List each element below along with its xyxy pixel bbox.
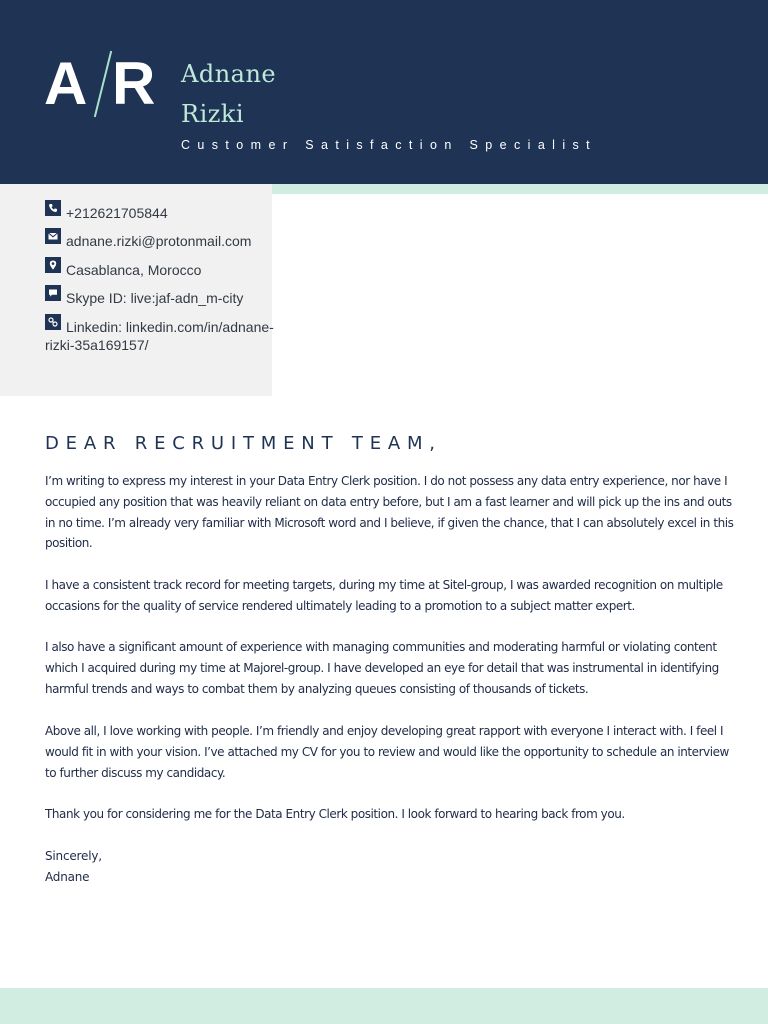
contact-location-text: Casablanca, Morocco: [66, 262, 202, 278]
map-pin-icon: [45, 257, 61, 273]
chat-bubble-icon: [45, 285, 61, 301]
signature-name: Adnane: [45, 869, 90, 884]
contact-skype: [45, 289, 275, 307]
header-accent-bar: [272, 184, 768, 194]
monogram-first-letter: A: [44, 50, 88, 117]
contact-phone: [45, 204, 275, 222]
letter-paragraph-2: I have a consistent track record for meeting targets, during my time at Sitel-group, I was awarded recognition on multiple occasions for the quality of service rendered ultimately leading to a promotion to a subject matter expert.: [45, 578, 723, 613]
contact-location: [45, 261, 275, 279]
last-name: Rizki: [181, 100, 245, 128]
letter-signoff: [45, 846, 102, 888]
letter-paragraph-4: Above all, I love working with people. I’m friendly and enjoy developing great rapport with everyone I interact with. I feel I would fit in with your vision. I’ve attached my CV for you to review and would like the opportunity to schedule an interview to further discuss my candidacy.: [45, 724, 729, 780]
link-icon: [45, 314, 61, 330]
monogram-logo: [44, 44, 164, 124]
footer-accent-bar: [0, 988, 768, 1024]
job-title: Customer Satisfaction Specialist: [181, 138, 598, 152]
contact-linkedin: [45, 318, 275, 354]
contact-skype-text: Skype ID: live:jaf-adn_m-city: [66, 290, 244, 306]
monogram-slash: [94, 51, 112, 117]
envelope-icon: [45, 228, 61, 244]
contact-linkedin-text: Linkedin: linkedin.com/in/adnane-rizki-35a169157/: [45, 319, 274, 353]
first-name: Adnane: [181, 60, 277, 88]
letter-paragraph-5: Thank you for considering me for the Data Entry Clerk position. I look forward to hearing back from you.: [45, 807, 625, 821]
contact-email: [45, 232, 275, 250]
closing-phrase: Sincerely,: [45, 849, 102, 863]
letter-paragraph-3: I also have a significant amount of experience with managing communities and moderating harmful or violating content which I acquired during my time at Majorel-group. I have developed an eye for detail that was instrumental in identifying harmful trends and ways to combat them by analyzing queues consisting of thousands of tickets.: [45, 640, 719, 696]
header-banner: [0, 0, 768, 184]
letter-greeting: DEAR RECRUITMENT TEAM,: [45, 433, 442, 454]
monogram-last-letter: R: [112, 50, 156, 117]
letter-paragraph-1: I’m writing to express my interest in your Data Entry Clerk position. I do not possess any data entry experience, nor have I occupied any position that was heavily reliant on data entry before, but I am a fast learner and will pick up the ins and outs in no time. I’m already very familiar with Microsoft word and I believe, if given the chance, that I can absolutely excel in this position.: [45, 474, 734, 551]
contact-email-text: adnane.rizki@protonmail.com: [66, 233, 252, 249]
phone-icon: [45, 200, 61, 216]
contact-phone-text: +212621705844: [66, 205, 168, 221]
